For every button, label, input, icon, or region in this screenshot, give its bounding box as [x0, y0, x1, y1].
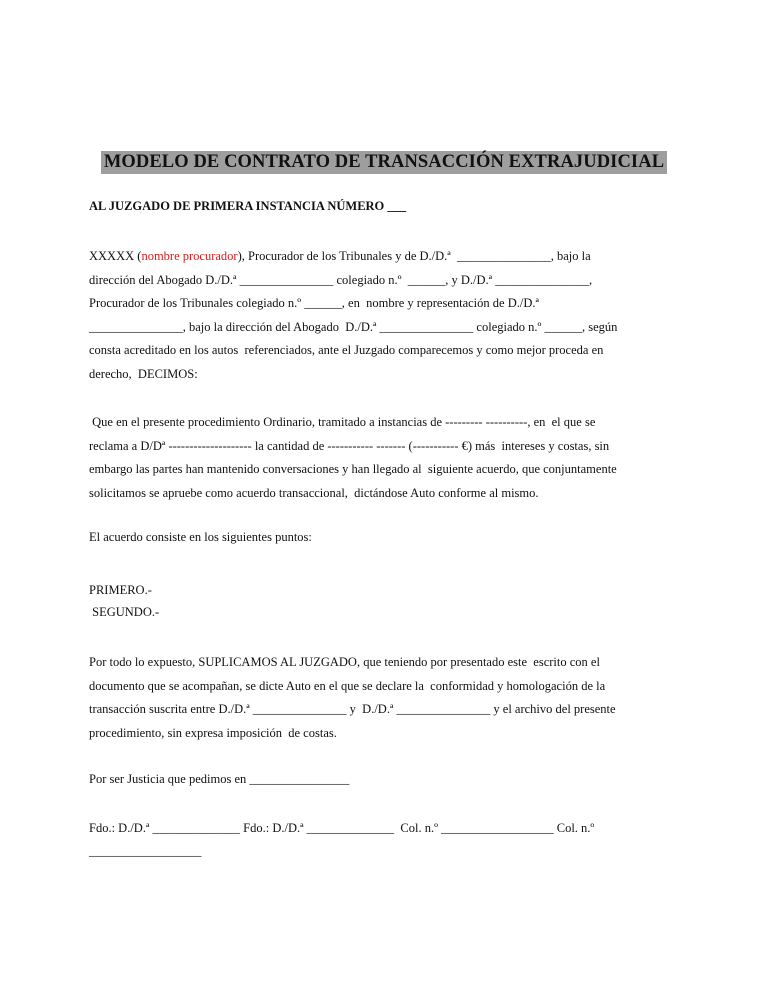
procurador-name-placeholder: nombre procurador: [141, 249, 238, 263]
intro-line-3: Procurador de los Tribunales colegiado n.º ______, en nombre y representación de D./D.ª: [89, 296, 539, 310]
court-heading: AL JUZGADO DE PRIMERA INSTANCIA NÚMERO ___: [89, 199, 407, 213]
intro-paragraph: [89, 245, 683, 386]
facts-line-2: reclama a D/Dª -------------------- la cantidad de ----------- ------- (----------- €) más intereses y costas, sin: [89, 438, 610, 453]
intro-line-1-text: [89, 245, 591, 269]
point-second: SEGUNDO.-: [89, 605, 160, 619]
title-container: [0, 151, 768, 174]
intro-line-1-end: ), Procurador de los Tribunales y de D./D.ª _______________, bajo la: [237, 249, 591, 263]
agreement-intro: El acuerdo consiste en los siguientes puntos:: [89, 530, 312, 544]
facts-line-4: solicitamos se apruebe como acuerdo transaccional, dictándose Auto conforme al mismo.: [89, 485, 539, 500]
request-line-3: transacción suscrita entre D./D.ª _______________ y D./D.ª _______________ y el archivo del presente: [89, 702, 616, 716]
intro-line-6: derecho, DECIMOS:: [89, 366, 198, 381]
document-title: MODELO DE CONTRATO DE TRANSACCIÓN EXTRAJUDICIAL: [101, 151, 667, 174]
intro-line-2: dirección del Abogado D./D.ª _______________ colegiado n.º ______, y D./D.ª _______________,: [89, 272, 593, 287]
facts-line-1: Que en el presente procedimiento Ordinario, tramitado a instancias de --------- ----------, en el que se: [89, 415, 596, 429]
intro-line-1-start: XXXXX (: [89, 249, 142, 263]
intro-line-4: _______________, bajo la dirección del Abogado D./D.ª _______________ colegiado n.º ______, según: [89, 319, 618, 334]
signature-line-2: __________________: [89, 844, 202, 858]
request-line-1: Por todo lo expuesto, SUPLICAMOS AL JUZGADO, que teniendo por presentado este escrito con el: [89, 655, 600, 669]
facts-paragraph: [89, 411, 683, 505]
justice-line: Por ser Justicia que pedimos en ________________: [89, 772, 350, 786]
facts-line-3: embargo las partes han mantenido conversaciones y han llegado al siguiente acuerdo, que conjuntamente: [89, 462, 617, 476]
request-line-4: procedimiento, sin expresa imposición de costas.: [89, 725, 337, 740]
request-paragraph: [89, 651, 683, 745]
intro-line-1: [89, 245, 683, 269]
intro-line-5: consta acreditado en los autos referenciados, ante el Juzgado comparecemos y como mejor proceda en: [89, 343, 604, 357]
signature-line-1: Fdo.: D./D.ª ______________ Fdo.: D./D.ª ______________ Col. n.º __________________ Col. n.º: [89, 821, 595, 835]
point-first: PRIMERO.-: [89, 583, 152, 597]
request-line-2: documento que se acompañan, se dicte Auto en el que se declare la conformidad y homologación de la: [89, 678, 606, 693]
